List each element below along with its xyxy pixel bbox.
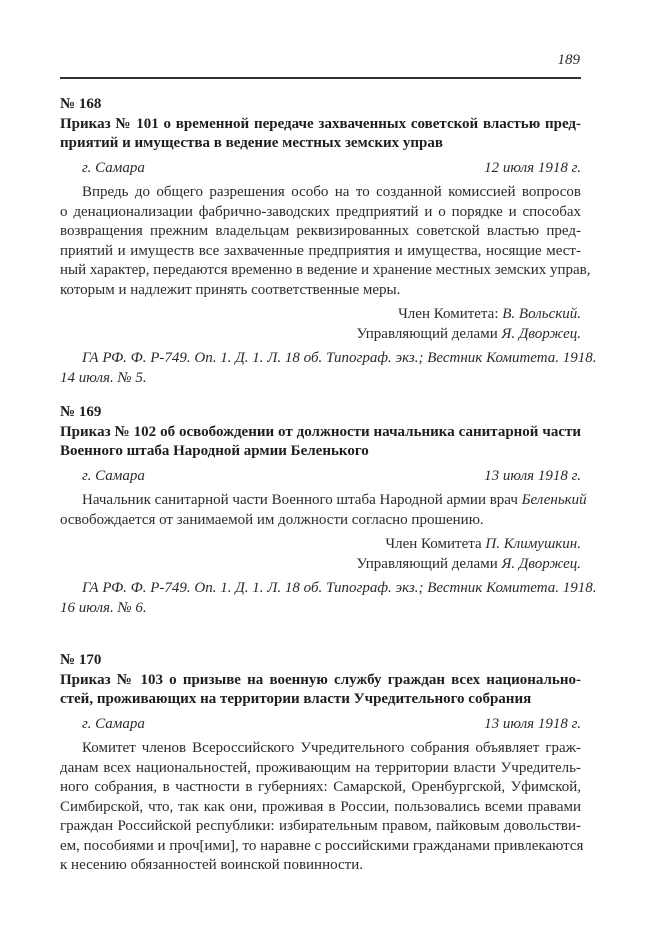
body-line: которым и надлежит принять соответственные меры.: [60, 281, 401, 298]
source-line: 14 июля. № 5.: [60, 369, 147, 386]
body-line: освобождается от занимаемой им должности согласно прошению.: [60, 511, 484, 528]
document-title-line: приятий и имущества в ведение местных земских управ: [60, 135, 443, 151]
body: [60, 183, 591, 300]
header-rule: [60, 77, 581, 79]
document-title-line: стей, проживающих на территории власти Учредительного собрания: [60, 691, 532, 707]
signature-name: В. Вольский.: [502, 306, 581, 322]
source-line: ГА РФ. Ф. Р-749. Оп. 1. Д. 1. Л. 18 об. Типограф. экз.; Вестник Комитета. 1918.: [82, 350, 597, 366]
signatures: [60, 305, 581, 344]
document-170: [60, 651, 584, 876]
body-line: ного собрания, в частности в губерниях: Самарской, Оренбургской, Уфимской,: [60, 779, 581, 795]
source-line: ГА РФ. Ф. Р-749. Оп. 1. Д. 1. Л. 18 об. Типограф. экз.; Вестник Комитета. 1918.: [82, 580, 597, 596]
signature-role: Управляющий делами: [356, 555, 502, 572]
body-line: [60, 491, 587, 511]
document-number: № 170: [60, 652, 102, 668]
body-text: Начальник санитарной части Военного штаба Народной армии врач: [82, 492, 522, 508]
date: 13 июля 1918 г.: [484, 467, 581, 484]
place: г. Самара: [82, 467, 145, 484]
body-line: ный характер, передаются временно в ведение и хранение местных земских управ,: [60, 262, 591, 278]
signature: [60, 325, 581, 345]
document-number: № 168: [60, 96, 102, 112]
body-line: Впредь до общего разрешения особо на то созданной комиссией вопросов: [82, 184, 581, 200]
page-number: 189: [557, 52, 580, 68]
body-line: граждан Российской республики: избирательным правом, пайковым довольстви-: [60, 818, 581, 834]
signature-name: Я. Дворжец.: [501, 325, 581, 342]
source: [60, 349, 597, 388]
document-168: [60, 95, 597, 388]
document-title-line: Приказ № 101 о временной передаче захваченных советской властью пред-: [60, 115, 581, 132]
document-title-line: Приказ № 102 об освобождении от должности начальника санитарной части: [60, 423, 581, 440]
source: [60, 579, 597, 618]
place: г. Самара: [82, 159, 145, 176]
body: [60, 491, 587, 530]
person-name: Беленький: [521, 492, 587, 508]
signature-name: Я. Дворжец.: [501, 555, 581, 572]
body-line: Симбирской, что, так как они, проживая в России, пользовались всеми правами: [60, 798, 581, 815]
body-line: о денационализации фабрично-заводских предприятий и о порядке и способах: [60, 203, 581, 220]
source-line: 16 июля. № 6.: [60, 599, 147, 616]
body-line: Комитет членов Всероссийского Учредительного собрания объявляет граж-: [82, 740, 581, 756]
place-date: [60, 467, 581, 487]
signature: [60, 555, 581, 575]
signature: [60, 305, 581, 325]
signature: [60, 535, 581, 555]
place-date: [60, 715, 581, 735]
signature-name: П. Климушкин.: [485, 536, 581, 552]
signature-role: Член Комитета:: [398, 306, 503, 322]
signatures: [60, 535, 581, 574]
signature-role: Управляющий делами: [356, 325, 502, 342]
body: [60, 739, 584, 876]
body-line: приятий и имуществ все захваченные предприятия и имущества, носящие мест-: [60, 242, 581, 259]
date: 13 июля 1918 г.: [484, 715, 581, 732]
place: г. Самара: [82, 715, 145, 732]
place-date: [60, 159, 581, 179]
date: 12 июля 1918 г.: [484, 159, 581, 176]
body-line: возвращения прежним владельцам реквизированных советской властью пред-: [60, 223, 581, 239]
body-line: к несению обязанностей воинской повинности.: [60, 857, 363, 873]
body-line: данам всех национальностей, проживающим на территории власти Учредитель-: [60, 759, 581, 776]
document-title-line: Приказ № 103 о призыве на военную службу граждан всех национально-: [60, 671, 581, 688]
body-line: ем, пособиями и проч[ими], то наравне с российскими гражданами привлекаются: [60, 837, 584, 854]
document-169: [60, 403, 597, 618]
signature-role: Член Комитета: [385, 536, 486, 552]
document-title-line: Военного штаба Народной армии Беленького: [60, 443, 369, 459]
document-number: № 169: [60, 404, 102, 420]
